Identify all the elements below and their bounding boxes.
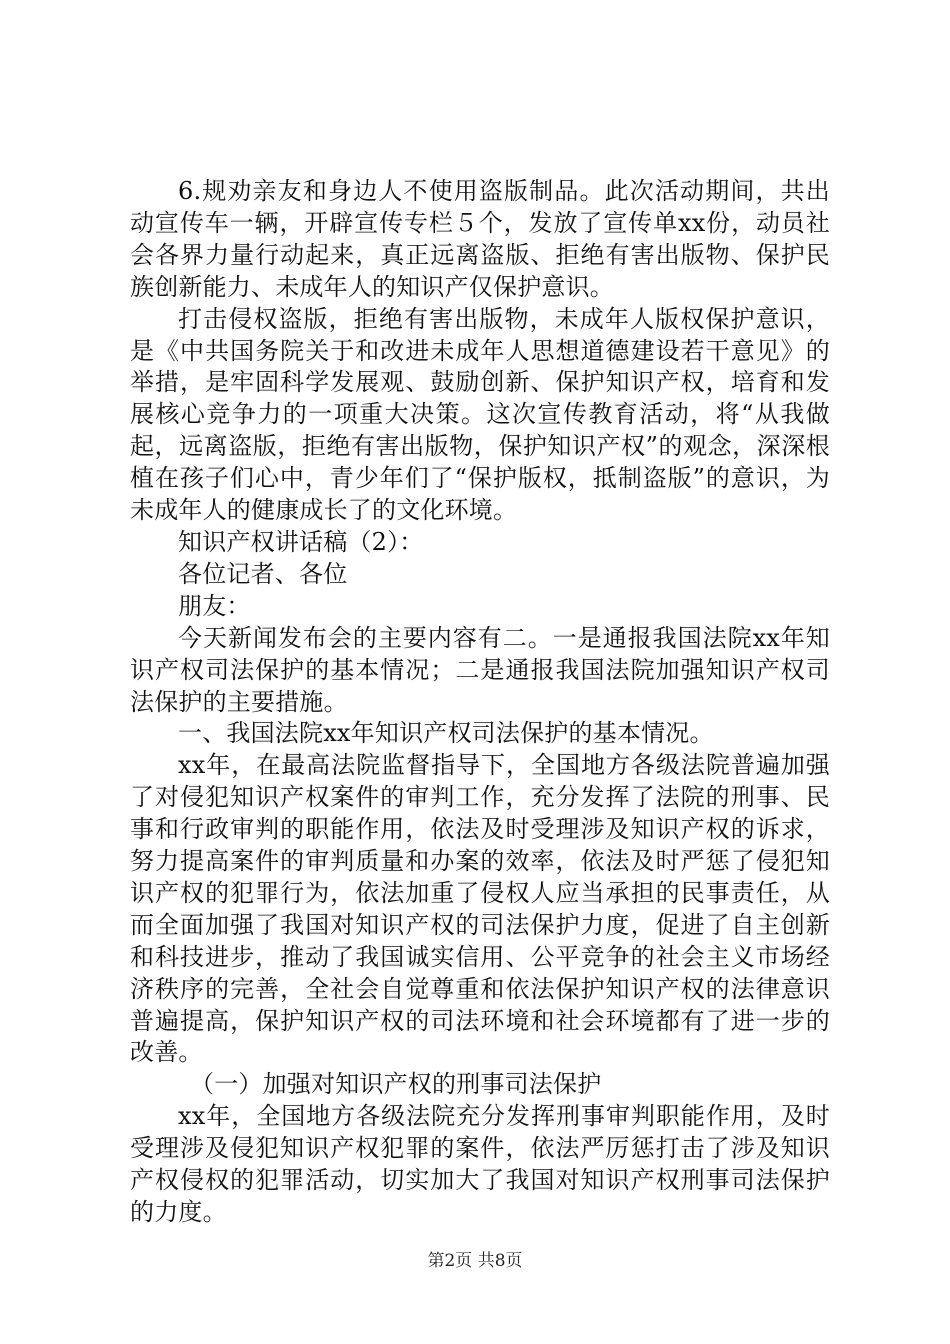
salutation-line-2: 朋友： [178,591,251,620]
paragraph-activity-summary: 6.规劝亲友和身边人不使用盗版制品。此次活动期间，共出动宣传车一辆，开辟宣传专栏５个，发放了宣传单xx份，动员社会各界力量行动起来，真正远离盗版、拒绝有害出版物、保护民族创新能力、未成年人的知识产仅保护意识。 [130,177,830,301]
salutation-line-1: 各位记者、各位 [178,559,348,588]
paragraph-press-content: 今天新闻发布会的主要内容有二。一是通报我国法院xx年知识产权司法保护的基本情况；二是通报我国法院加强知识产权司法保护的主要措施。 [130,623,830,716]
page-number-footer: 第2页 共8页 [427,1251,523,1271]
section-heading-1: 一、我国法院xx年知识产权司法保护的基本情况。 [178,719,714,748]
document-body [130,176,830,1229]
speech-title: 知识产权讲话稿（2）： [178,527,424,556]
paragraph-basic-situation: xx年，在最高法院监督指导下，全国地方各级法院普遍加强了对侵犯知识产权案件的审判工作，充分发挥了法院的刑事、民事和行政审判的职能作用，依法及时受理涉及知识产权的诉求，努力提高案件的审判质量和办案的效率，依法及时严惩了侵犯知识产权的犯罪行为，依法加重了侵权人应当承担的民事责任，从而全面加强了我国对知识产权的司法保护力度，促进了自主创新和科技进步，推动了我国诚实信用、公平竞争的社会主义市场经济秩序的完善，全社会自觉尊重和依法保护知识产权的法律意识普遍提高，保护知识产权的司法环境和社会环境都有了进一步的改善。 [130,751,830,1067]
paragraph-anti-piracy: 打击侵权盗版，拒绝有害出版物，未成年人版权保护意识，是《中共国务院关于和改进未成年人思想道德建设若干意见》的举措，是牢固科学发展观、鼓励创新、保护知识产权，培育和发展核心竞争力的一项重大决策。这次宣传教育活动，将“从我做起，远离盗版，拒绝有害出版物，保护知识产权”的观念，深深根植在孩子们心中，青少年们了“保护版权，抵制盗版”的意识，为未成年人的健康成长了的文化环境。 [130,304,830,525]
paragraph-criminal-protection: xx年，全国地方各级法院充分发挥刑事审判职能作用，及时受理涉及侵犯知识产权犯罪的案件，依法严厉惩打击了涉及知识产权侵权的犯罪活动，切实加大了我国对知识产权刑事司法保护的力度。 [130,1102,830,1226]
subsection-heading-1: （一）加强对知识产权的刑事司法保护 [190,1070,602,1099]
